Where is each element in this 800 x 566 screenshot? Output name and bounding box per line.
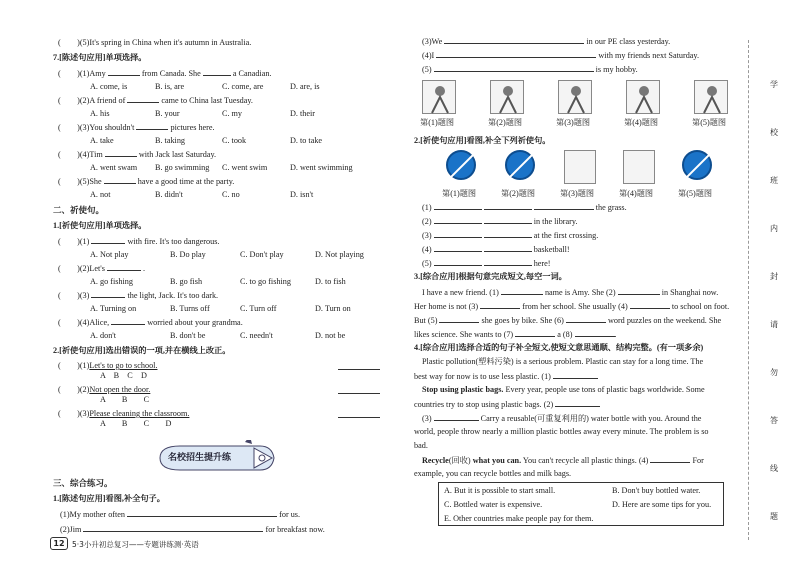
option: B. taking — [155, 136, 186, 145]
seal-char: 内 — [770, 224, 778, 233]
option: C. Don't play — [240, 250, 284, 259]
passage-4-a: Plastic pollution(塑料污染) is a serious problem. Plastic can stay for a long time. The — [422, 357, 704, 366]
sign-picture — [564, 150, 596, 184]
passage-3-e: from her school. She usually (4) — [522, 302, 628, 311]
seal-char: 校 — [770, 128, 778, 137]
seal-char: 封 — [770, 272, 778, 281]
prohibition-sign — [446, 150, 476, 180]
sentence-4-start: (4)I — [422, 51, 435, 60]
passage-4-o: example, you can recycle bottles and milk bags. — [414, 469, 572, 478]
question-row: ( )(2)Let's . — [58, 264, 146, 273]
question-row: ( )(3)Please cleaning the classroom. — [58, 409, 190, 418]
question-row: ( )(1)Let's to go to school. — [58, 361, 158, 370]
letter-labels: A B C D — [100, 371, 147, 380]
passage-4-g: Carry a reusable(可重复利用的) water bottle with you. Around the — [480, 414, 702, 423]
option: C. Turn off — [240, 304, 277, 313]
question-row: ( )(2)A friend of came to China last Tuesday. — [58, 96, 253, 105]
passage-3-c: in Shanghai now. — [661, 288, 719, 297]
option: C. took — [222, 136, 247, 145]
q6-5: ( )(5)It's spring in China when it's autumn in Australia. — [58, 38, 252, 47]
seal-char: 勿 — [770, 368, 778, 377]
section-2-title: 二、祈使句。 — [53, 206, 105, 216]
passage-4-m: You can't recycle all plastic things. (4) — [522, 456, 649, 465]
section-r4: 4.[综合应用]选择合适的句子补全短文,使短文意思通顺、结构完整。(有一项多余) — [414, 343, 704, 352]
picture-caption: 第(4)题图 — [624, 118, 659, 127]
passage-3-j: likes science. She wants to (7) — [414, 330, 514, 339]
option: C. my — [222, 109, 243, 118]
question-row: ( )(2)Not open the door. — [58, 385, 151, 394]
sign-caption: 第(1)题图 — [442, 189, 477, 198]
passage-4-e: countries try to stop using plastic bags. (2) — [414, 400, 554, 409]
tip-1: Stop using plastic bags. — [422, 385, 504, 394]
option: B. is, are — [155, 82, 185, 91]
option: A. go fishing — [90, 277, 133, 286]
passage-3-k: a (8) — [557, 330, 573, 339]
blank[interactable] — [484, 202, 532, 210]
question-row: ( )(5)She have a good time at the party. — [58, 177, 235, 186]
option: C. needn't — [240, 331, 273, 340]
picture — [626, 80, 660, 114]
option: D. Not playing — [315, 250, 364, 259]
option: A. went swam — [90, 163, 138, 172]
picture-caption: 第(2)题图 — [488, 118, 523, 127]
fill-row: (4) basketball! — [422, 245, 570, 254]
blank[interactable] — [534, 202, 594, 210]
option: D. are, is — [290, 82, 320, 91]
seal-char: 请 — [770, 320, 778, 329]
section-7: 7.[陈述句应用]单项选择。 — [53, 53, 147, 62]
seal-char: 学 — [770, 80, 778, 89]
picture-caption: 第(3)题图 — [556, 118, 591, 127]
blank[interactable] — [439, 315, 479, 323]
question-row: ( )(3)You shouldn't pictures here. — [58, 123, 215, 132]
option: A. don't — [90, 331, 117, 340]
letter-labels: A B C — [100, 395, 150, 404]
passage-3-g: But (5) — [414, 316, 438, 325]
sentence-5-end: is my hobby. — [595, 65, 638, 74]
sign-caption: 第(4)题图 — [619, 189, 654, 198]
sentence-4-end: with my friends next Saturday. — [598, 51, 700, 60]
sentence: Please cleaning the classroom. — [89, 409, 190, 418]
question-row: ( )(4)Alice, worried about your grandma. — [58, 318, 243, 327]
section-2-1: 1.[祈使句应用]单项选择。 — [53, 221, 147, 230]
blank[interactable] — [566, 315, 606, 323]
picture — [422, 80, 456, 114]
passage-3-i: word puzzles on the weekend. She — [607, 316, 722, 325]
passage-4-n: For — [692, 456, 704, 465]
option: C. no — [222, 190, 240, 199]
seal-char: 题 — [770, 512, 778, 521]
option: D. went swimming — [290, 163, 353, 172]
blank[interactable] — [434, 258, 482, 266]
blank[interactable] — [630, 301, 670, 309]
option: D. to take — [290, 136, 323, 145]
choice-d: D. Here are some tips for you. — [612, 500, 712, 509]
option: D. to fish — [315, 277, 346, 286]
blank[interactable] — [575, 329, 615, 337]
fill-row: (2) in the library. — [422, 217, 578, 226]
seal-char: 班 — [770, 176, 778, 185]
fill-1-start: (1)My mother often — [60, 510, 126, 519]
option: B. didn't — [155, 190, 183, 199]
blank[interactable] — [555, 399, 600, 407]
option: A. not — [90, 190, 111, 199]
fill-2-end: for breakfast now. — [265, 525, 325, 534]
prohibition-sign — [682, 150, 712, 180]
choice-c: C. Bottled water is expensive. — [444, 500, 543, 509]
passage-3-h: she goes by bike. She (6) — [481, 316, 564, 325]
blank[interactable] — [484, 244, 532, 252]
page-number: 12 — [50, 537, 68, 550]
tip-3a: Recycle — [422, 456, 449, 465]
question-row: ( )(1)Amy from Canada. She a Canadian. — [58, 69, 272, 78]
question-row: ( )(3) the light, Jack. It's too dark. — [58, 291, 219, 300]
blank[interactable] — [515, 329, 555, 337]
option: C. come, are — [222, 82, 264, 91]
picture-caption: 第(1)题图 — [420, 118, 455, 127]
choice-a: A. But it is possible to start small. — [444, 486, 556, 495]
passage-3-a: I have a new friend. (1) — [422, 288, 499, 297]
passage-3-d: Her home is not (3) — [414, 302, 479, 311]
blank[interactable] — [444, 36, 584, 44]
prohibition-sign — [505, 150, 535, 180]
section-r2: 2.[祈使句应用]看图,补全下列祈使句。 — [414, 136, 551, 145]
blank[interactable] — [501, 287, 543, 295]
sentence-5-start: (5) — [422, 65, 432, 74]
blank[interactable] — [650, 455, 690, 463]
section-3-1: 1.[陈述句应用]看图,补全句子。 — [53, 494, 165, 503]
blank[interactable] — [436, 50, 596, 58]
option: C. to go fishing — [240, 277, 291, 286]
section-r3: 3.[综合应用]根据句意完成短文,每空一词。 — [414, 272, 567, 281]
blank[interactable] — [484, 216, 532, 224]
option: D. not be — [315, 331, 346, 340]
blank[interactable] — [434, 64, 594, 72]
blank[interactable] — [434, 413, 479, 421]
option: B. go swimming — [155, 163, 210, 172]
sign-caption: 第(5)题图 — [678, 189, 713, 198]
section-2-2: 2.[祈使句应用]选出错误的一项,并在横线上改正。 — [53, 346, 231, 355]
blank[interactable] — [434, 244, 482, 252]
question-row: ( )(1) with fire. It's too dangerous. — [58, 237, 220, 246]
option: A. Turning on — [90, 304, 137, 313]
option: D. their — [290, 109, 316, 118]
option: B. don't be — [170, 331, 206, 340]
blank[interactable] — [484, 258, 532, 266]
blank[interactable] — [618, 287, 660, 295]
passage-4-i: bad. — [414, 441, 428, 450]
picture — [558, 80, 592, 114]
option: A. Not play — [90, 250, 129, 259]
section-3-title: 三、综合练习。 — [53, 479, 113, 489]
seal-char: 线 — [770, 464, 778, 473]
picture — [694, 80, 728, 114]
blank[interactable] — [434, 202, 482, 210]
option: A. take — [90, 136, 114, 145]
option: D. Turn on — [315, 304, 351, 313]
passage-4-f: (3) — [422, 414, 432, 423]
sign-caption: 第(2)题图 — [501, 189, 536, 198]
passage-4-b: best way for now is to use less plastic. (1) — [414, 372, 551, 381]
passage-3-b: name is Amy. She (2) — [544, 288, 616, 297]
seal-char: 答 — [770, 416, 778, 425]
blank[interactable] — [434, 230, 482, 238]
option: B. go fish — [170, 277, 203, 286]
fill-row: (1) the grass. — [422, 203, 627, 212]
tip-3b: (回收) — [448, 456, 471, 465]
sign-picture — [623, 150, 655, 184]
sentence: Not open the door. — [89, 385, 151, 394]
option: A. come, is — [90, 82, 128, 91]
right-page: (3)We in our PE class yesterday. (4)I with my friends next Saturday. (5) is my hobby. 第(1)题图 第(2)题图 第(3)题图 第(4)题图 第(5)题图 2.[祈使句应用]看图,补全下列祈使句。 第(1)题图 第(2)题图 第(3)题图 第(4)题图 第(5)题图 (1) the grass. (2) in the library. (3) at the first crossing. (4) basketball! (5) here! 3.[综合应用]根据句意完成短文,每空一词。 I have a new friend. (1) name is Amy. She (2) in Shanghai now. Her home is not (3) from her school. She usually (4) to school on foot. But (5) she goes by bike. She (6) word puzzles on the weekend. She likes science. She wants to (7) a (8) . 4.[综合应用]选择合适的句子补全短文,使短文意思通顺、结构完整。(有一项多余) Plastic pollution(塑料污染) is a serious problem. Plastic can stay for a long time. The best way for now is to use less plastic. (1) Stop using plastic bags. Every year, people use tons of plastic bags worldwide. Some countries try to stop using plastic bags. (2) (3) Carry a reusable(可重复利用的) water bottle with you. Around the world, people throw nearly a million plastic bottles away every minute. The problem is so bad. Recycle(回收) what you can. You can't recycle all plastic things. (4) For example, you can recycle bottles and milk bags. A. But it is possible to start small. B. Don't buy bottled water. C. Bottled water is expensive. D. Here are some tips for you. E. Other countries make people pay for them. 学 校 班 内 封 请 勿 答 线 题 — [0, 0, 800, 566]
sentence-3-end: in our PE class yesterday. — [586, 37, 671, 46]
option: B. Do play — [170, 250, 206, 259]
letter-labels: A B C D — [100, 419, 172, 428]
sentence-3-start: (3)We — [422, 37, 443, 46]
passage-4-h: world, people throw nearly a million plastic bottles away every minute. The problem is so — [414, 427, 709, 436]
tip-3c: what you can. — [472, 456, 522, 465]
footer: 5·3小升初总复习——专题讲练测·英语 — [72, 540, 199, 549]
picture — [490, 80, 524, 114]
fill-1-end: for us. — [279, 510, 301, 519]
sign-caption: 第(3)题图 — [560, 189, 595, 198]
blank[interactable] — [480, 301, 520, 309]
option: B. Turns off — [170, 304, 210, 313]
fill-row: (3) at the first crossing. — [422, 231, 599, 240]
fill-row: (5) here! — [422, 259, 551, 268]
option: B. your — [155, 109, 180, 118]
fill-2-start: (2)Jim — [60, 525, 82, 534]
passage-3-f: to school on foot. — [671, 302, 730, 311]
choice-b: B. Don't buy bottled water. — [612, 486, 701, 495]
choice-e: E. Other countries make people pay for them. — [444, 514, 594, 523]
passage-4-d: Every year, people use tons of plastic bags worldwide. Some — [505, 385, 705, 394]
sentence: Let's to go to school. — [89, 361, 158, 370]
blank[interactable] — [434, 216, 482, 224]
seal-line — [748, 40, 749, 540]
option: D. isn't — [290, 190, 314, 199]
banner-title: 名校招生提升练 — [168, 453, 232, 463]
option: C. went swim — [222, 163, 268, 172]
option: A. his — [90, 109, 110, 118]
question-row: ( )(4)Tim with Jack last Saturday. — [58, 150, 217, 159]
blank[interactable] — [553, 371, 598, 379]
picture-caption: 第(5)题图 — [692, 118, 727, 127]
blank[interactable] — [484, 230, 532, 238]
